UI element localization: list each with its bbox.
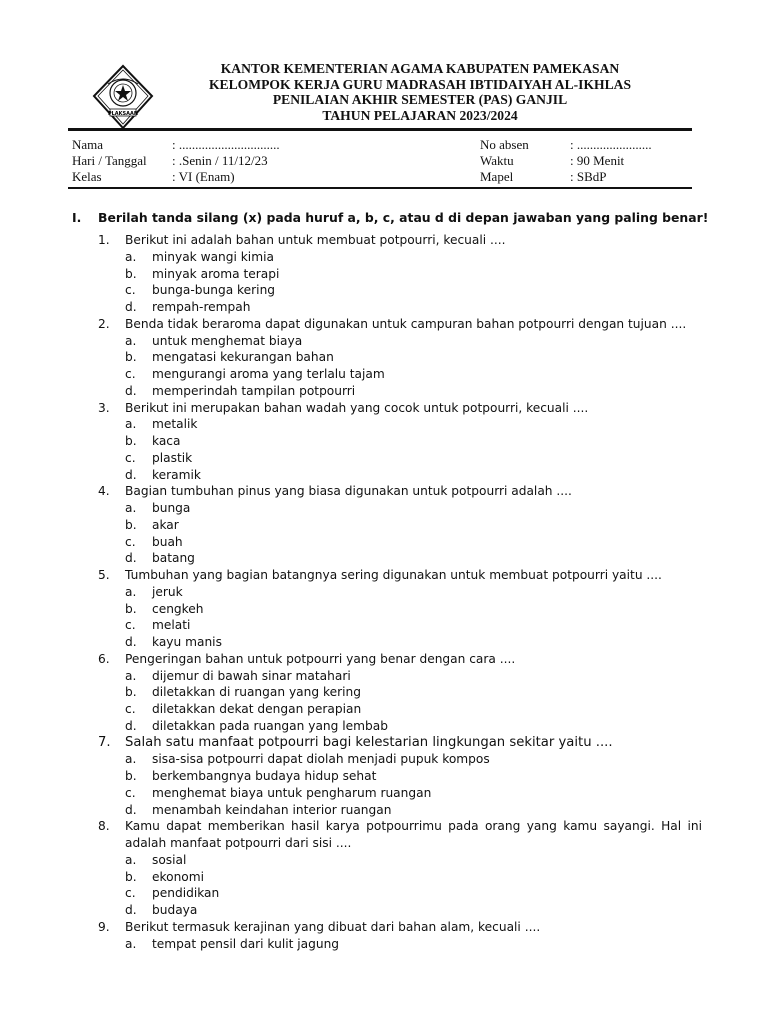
info-row-mapel bbox=[480, 169, 700, 185]
question-7 bbox=[98, 735, 702, 752]
question-text: Berikut ini merupakan bahan wadah yang cocok untuk potpourri, kecuali .... bbox=[125, 400, 589, 415]
option-letter: b. bbox=[125, 517, 137, 532]
option-letter: a. bbox=[125, 501, 137, 515]
info-value: : ....................... bbox=[570, 137, 652, 152]
option-text: berkembangnya budaya hidup sehat bbox=[152, 769, 377, 783]
info-value: : 90 Menit bbox=[570, 153, 625, 168]
option-letter: a. bbox=[125, 249, 137, 264]
option-text: diletakkan dekat dengan perapian bbox=[152, 702, 362, 716]
option-letter: d. bbox=[125, 383, 137, 398]
option-letter: d. bbox=[125, 635, 137, 649]
option-text: kaca bbox=[152, 434, 181, 448]
option-8b[interactable] bbox=[98, 869, 702, 886]
option-text: budaya bbox=[152, 903, 198, 917]
info-label: Hari / Tanggal bbox=[72, 153, 147, 168]
info-label: Kelas bbox=[72, 169, 102, 184]
info-divider bbox=[68, 187, 692, 189]
option-text: sosial bbox=[152, 852, 187, 867]
option-6b[interactable] bbox=[98, 684, 702, 701]
option-text: menghemat biaya untuk pengharum ruangan bbox=[152, 785, 432, 800]
info-value: : SBdP bbox=[570, 169, 607, 184]
question-1 bbox=[98, 232, 702, 249]
question-text: Salah satu manfaat potpourri bagi kelestarian lingkungan sekitar yaitu .... bbox=[125, 734, 613, 750]
option-text: buah bbox=[152, 534, 183, 549]
option-text: batang bbox=[152, 551, 195, 566]
question-number: 4. bbox=[98, 484, 110, 499]
info-row-nama bbox=[72, 137, 372, 153]
option-1a[interactable] bbox=[98, 249, 702, 266]
option-letter: d. bbox=[125, 903, 137, 917]
question-text: Berikut ini adalah bahan untuk membuat potpourri, kecuali .... bbox=[125, 233, 506, 247]
question-3 bbox=[98, 400, 702, 417]
option-letter: a. bbox=[125, 852, 137, 867]
document-header bbox=[140, 61, 700, 123]
option-letter: a. bbox=[125, 936, 137, 951]
info-row-kelas bbox=[72, 169, 372, 185]
option-text: diletakkan pada ruangan yang lembab bbox=[152, 718, 388, 733]
option-3a[interactable] bbox=[98, 416, 702, 433]
option-text: bunga bbox=[152, 501, 191, 515]
header-divider-thick bbox=[68, 128, 692, 131]
info-value: : VI (Enam) bbox=[172, 169, 235, 184]
student-info-right bbox=[480, 137, 700, 187]
question-number: 6. bbox=[98, 651, 110, 666]
option-letter: c. bbox=[125, 618, 136, 633]
option-5a[interactable] bbox=[98, 584, 702, 601]
question-text: Benda tidak beraroma dapat digunakan untuk campuran bahan potpourri dengan tujuan .... bbox=[125, 316, 687, 331]
logo-label: PLAKSAAN bbox=[107, 111, 139, 117]
option-1d[interactable] bbox=[98, 299, 702, 316]
option-2d[interactable] bbox=[98, 383, 702, 400]
option-letter: c. bbox=[125, 534, 136, 549]
question-8 bbox=[98, 818, 702, 835]
option-letter: d. bbox=[125, 300, 137, 314]
header-line-1: KANTOR KEMENTERIAN AGAMA KABUPATEN PAMEKASAN bbox=[220, 61, 620, 76]
option-letter: b. bbox=[125, 869, 137, 884]
option-letter: b. bbox=[125, 434, 137, 448]
info-value: : ............................... bbox=[172, 137, 280, 152]
question-text: Berikut termasuk kerajinan yang dibuat dari bahan alam, kecuali .... bbox=[125, 919, 541, 934]
question-8-continued bbox=[98, 835, 702, 852]
option-1c[interactable] bbox=[98, 282, 702, 299]
option-6a[interactable] bbox=[98, 668, 702, 685]
option-3b[interactable] bbox=[98, 433, 702, 450]
option-text: bunga-bunga kering bbox=[152, 283, 276, 298]
option-text: minyak wangi kimia bbox=[152, 249, 274, 264]
section-number: I. bbox=[72, 210, 82, 225]
info-row-no-absen bbox=[480, 137, 700, 153]
option-6c[interactable] bbox=[98, 701, 702, 718]
question-number: 9. bbox=[98, 919, 110, 934]
question-text: Bagian tumbuhan pinus yang biasa digunakan untuk potpourri adalah .... bbox=[125, 484, 572, 499]
option-text: tempat pensil dari kulit jagung bbox=[152, 936, 340, 951]
option-4b[interactable] bbox=[98, 517, 702, 534]
option-9a[interactable] bbox=[98, 936, 702, 953]
option-6d[interactable] bbox=[98, 718, 702, 735]
option-text: kayu manis bbox=[152, 635, 222, 649]
info-label: No absen bbox=[480, 137, 529, 152]
option-7a[interactable] bbox=[98, 751, 702, 768]
option-4a[interactable] bbox=[98, 500, 702, 517]
option-letter: c. bbox=[125, 450, 136, 465]
option-text: jeruk bbox=[152, 584, 183, 599]
option-text: plastik bbox=[152, 450, 193, 465]
option-letter: d. bbox=[125, 551, 137, 566]
student-info-left bbox=[72, 137, 372, 187]
option-letter: b. bbox=[125, 685, 137, 700]
question-list bbox=[98, 232, 702, 952]
option-7c[interactable] bbox=[98, 785, 702, 802]
option-text: dijemur di bawah sinar matahari bbox=[152, 668, 351, 683]
option-letter: a. bbox=[125, 584, 137, 599]
option-1b[interactable] bbox=[98, 266, 702, 283]
option-letter: a. bbox=[125, 668, 137, 683]
option-letter: c. bbox=[125, 785, 136, 800]
question-number: 2. bbox=[98, 316, 110, 331]
option-letter: c. bbox=[125, 367, 136, 381]
option-text: mengatasi kekurangan bahan bbox=[152, 350, 334, 365]
option-text: rempah-rempah bbox=[152, 300, 251, 314]
option-letter: a. bbox=[125, 417, 137, 432]
option-text: keramik bbox=[152, 467, 201, 482]
option-text: ekonomi bbox=[152, 869, 205, 884]
option-letter: a. bbox=[125, 333, 137, 348]
info-row-hari-tanggal bbox=[72, 153, 372, 169]
question-text: Tumbuhan yang bagian batangnya sering digunakan untuk membuat potpourri yaitu .... bbox=[125, 568, 662, 582]
section-instruction-text: Berilah tanda silang (x) pada huruf a, b, c, atau d di depan jawaban yang paling benar! bbox=[98, 210, 709, 225]
option-text: mengurangi aroma yang terlalu tajam bbox=[152, 367, 385, 381]
option-text: melati bbox=[152, 618, 191, 633]
question-6 bbox=[98, 651, 702, 668]
option-text: akar bbox=[152, 517, 179, 532]
option-text: menambah keindahan interior ruangan bbox=[152, 802, 392, 817]
info-label: Nama bbox=[72, 137, 104, 152]
option-4c[interactable] bbox=[98, 534, 702, 551]
question-4 bbox=[98, 483, 702, 500]
option-text: memperindah tampilan potpourri bbox=[152, 383, 356, 398]
question-9 bbox=[98, 919, 702, 936]
question-text: Kamu dapat memberikan hasil karya potpourrimu pada orang yang kamu sayangi. Hal ini bbox=[125, 819, 702, 834]
option-4d[interactable] bbox=[98, 550, 702, 567]
option-text: pendidikan bbox=[152, 886, 220, 901]
question-number: 5. bbox=[98, 568, 110, 582]
option-text: cengkeh bbox=[152, 601, 204, 616]
option-text: minyak aroma terapi bbox=[152, 266, 280, 281]
question-5 bbox=[98, 567, 702, 584]
question-number: 7. bbox=[98, 734, 111, 750]
option-letter: d. bbox=[125, 802, 137, 817]
question-number: 3. bbox=[98, 400, 110, 415]
question-text: Pengeringan bahan untuk potpourri yang benar dengan cara .... bbox=[125, 651, 516, 666]
option-letter: d. bbox=[125, 467, 137, 482]
header-line-3: PENILAIAN AKHIR SEMESTER (PAS) GANJIL bbox=[272, 92, 568, 107]
option-8a[interactable] bbox=[98, 852, 702, 869]
option-8c[interactable] bbox=[98, 885, 702, 902]
option-letter: a. bbox=[125, 752, 137, 767]
info-value: : .Senin / 11/12/23 bbox=[172, 153, 268, 168]
option-text: sisa-sisa potpourri dapat diolah menjadi pupuk kompos bbox=[152, 752, 490, 767]
info-label: Waktu bbox=[480, 153, 514, 168]
header-line-4: TAHUN PELAJARAN 2023/2024 bbox=[322, 107, 518, 123]
option-letter: b. bbox=[125, 266, 137, 281]
question-number: 1. bbox=[98, 233, 110, 247]
option-2b[interactable] bbox=[98, 349, 702, 366]
option-7d[interactable] bbox=[98, 802, 702, 819]
option-8d[interactable] bbox=[98, 902, 702, 919]
option-text: untuk menghemat biaya bbox=[152, 333, 303, 348]
option-letter: b. bbox=[125, 350, 137, 365]
option-letter: b. bbox=[125, 769, 137, 783]
option-letter: d. bbox=[125, 718, 137, 733]
info-row-waktu bbox=[480, 153, 700, 169]
option-5c[interactable] bbox=[98, 617, 702, 634]
header-line-2: KELOMPOK KERJA GURU MADRASAH IBTIDAIYAH AL-IKHLAS bbox=[208, 76, 632, 92]
option-7b[interactable] bbox=[98, 768, 702, 785]
option-text: metalik bbox=[152, 417, 198, 432]
option-5b[interactable] bbox=[98, 601, 702, 618]
question-2 bbox=[98, 316, 702, 333]
option-2c[interactable] bbox=[98, 366, 702, 383]
option-3d[interactable] bbox=[98, 467, 702, 484]
question-text-line-2: adalah manfaat potpourri dari sisi .... bbox=[125, 836, 352, 850]
option-letter: c. bbox=[125, 702, 136, 716]
option-text: diletakkan di ruangan yang kering bbox=[152, 685, 361, 700]
option-letter: c. bbox=[125, 283, 136, 298]
option-3c[interactable] bbox=[98, 450, 702, 467]
info-label: Mapel bbox=[480, 169, 514, 184]
question-number: 8. bbox=[98, 819, 110, 834]
option-letter: c. bbox=[125, 886, 136, 901]
option-5d[interactable] bbox=[98, 634, 702, 651]
option-letter: b. bbox=[125, 601, 137, 616]
option-2a[interactable] bbox=[98, 333, 702, 350]
